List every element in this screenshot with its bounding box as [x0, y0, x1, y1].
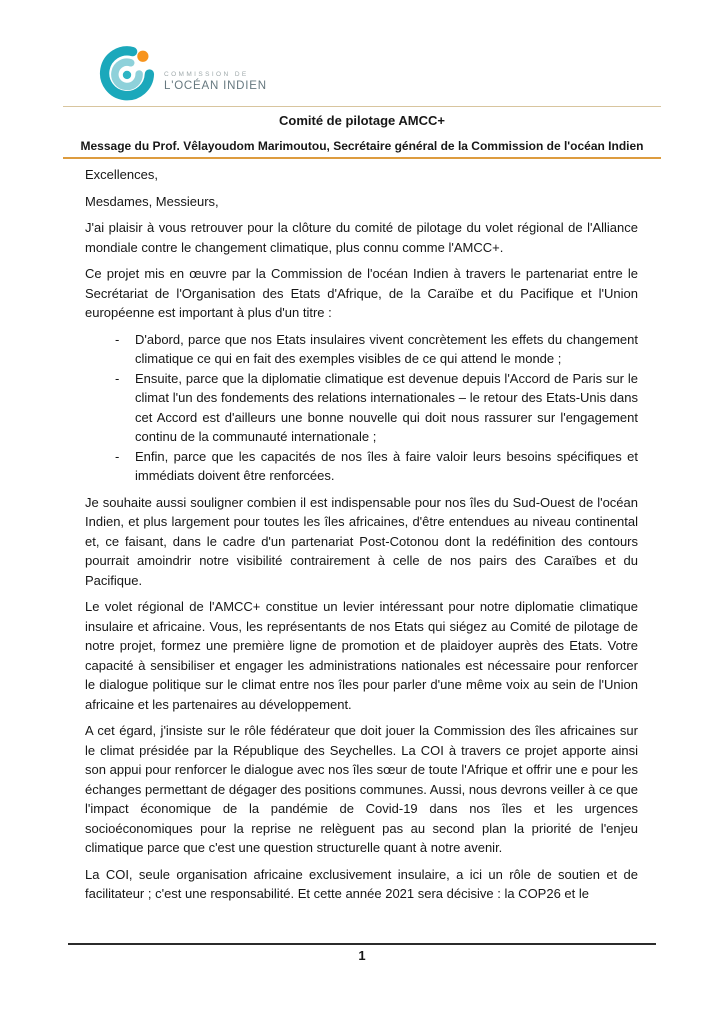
paragraph-intro-cloture: J'ai plaisir à vous retrouver pour la clôture du comité de pilotage du volet régional de l'Alliance mondiale contre le changement climatique, plus connu comme l'AMCC+.	[85, 220, 638, 255]
subtitle-divider-line	[63, 157, 661, 159]
footer-divider-line	[68, 943, 656, 945]
logo-ocean-indien-label: L'OCÉAN INDIEN	[164, 79, 267, 92]
document-subtitle: Message du Prof. Vêlayoudom Marimoutou, Secrétaire général de la Commission de l'océan Indien	[80, 139, 644, 153]
salutation-excellences: Excellences,	[85, 167, 158, 182]
paragraph-role-federateur: A cet égard, j'insiste sur le rôle fédérateur que doit jouer la Commission des îles africaines sur le climat présidée par la République des Seychelles. La COI à travers ce projet apporte ainsi son appui pour renforcer le dialogue avec nos îles sœur de toute l'Afrique et offrir une e pour les échanges permettant de dégager des positions communes. Aussi, nous devrons veiller à ce que l'impact économique de la pandémie de Covid-19 dans nos îles et les urgences socioéconomiques pour la reprise ne relèguent pas au second plan la priorité de l'enjeu climatique parce que c'est une question structurelle quant à notre avenir.	[85, 723, 638, 855]
list-item-ensuite: - Ensuite, parce que la diplomatie climatique est devenue depuis l'Accord de Paris sur le climat l'un des fondements des relations internationales – le retour des Etats-Unis dans cet Accord est d'ailleurs une bonne nouvelle qui doit nous rassurer sur l'engagement continu de la communauté internationale ;	[85, 369, 638, 447]
page-number: 1	[358, 948, 366, 963]
coi-swirl-icon	[99, 46, 155, 102]
paragraph-iles-sud-ouest: Je souhaite aussi souligner combien il est indispensable pour nos îles du Sud-Ouest de l'océan Indien, et plus largement pour toutes les îles africaines, d'être entendues au niveau continental et, ce faisant, dans le cadre d'un partenariat Post-Cotonou dont la redéfinition des contours pourrait amoindrir notre visibilité contrairement à celle de nos pairs des Caraïbes et du Pacifique.	[85, 494, 638, 588]
coi-logo-text	[164, 57, 267, 92]
salutation-mesdames-messieurs: Mesdames, Messieurs,	[85, 193, 219, 209]
reasons-list	[85, 330, 638, 486]
paragraph-coi-soutien: La COI, seule organisation africaine exclusivement insulaire, a ici un rôle de soutien et de facilitateur ; c'est une responsabilité. Et cette année 2021 sera décisive : la COP26 et le	[85, 866, 638, 901]
document-body	[85, 165, 638, 911]
list-item-enfin: - Enfin, parce que les capacités de nos îles à faire valoir leurs besoins spécifiques et immédiats doivent être renforcées.	[85, 447, 638, 486]
document-title: Comité de pilotage AMCC+	[278, 113, 445, 128]
paragraph-projet-partenariat: Ce projet mis en œuvre par la Commission de l'océan Indien à travers le partenariat entre le Secrétariat de l'Organisation des Etats d'Afrique, de la Caraïbe et du Pacifique et l'Union européenne est important à plus d'un titre :	[85, 266, 638, 320]
header-divider-line	[63, 106, 661, 107]
list-item-dabord: - D'abord, parce que nos Etats insulaires vivent concrètement les effets du changement climatique ce qui en fait des exemples visibles de ce qui attend le monde ;	[85, 330, 638, 369]
paragraph-volet-regional: Le volet régional de l'AMCC+ constitue un levier intéressant pour notre diplomatie climatique insulaire et africaine. Vous, les représentants de nos Etats qui siégez au Comité de pilotage de notre projet, formez une première ligne de promotion et de plaidoyer auprès des Etats. Votre capacité à sensibiliser et engager les administrations nationales est nécessaire pour renforcer le dialogue politique sur le climat entre nos îles pour parler d'une même voix au sein de l'Union africaine et les partenaires au développement.	[85, 599, 638, 712]
logo-commission-de-label: COMMISSION DE	[164, 70, 249, 78]
coi-logo	[99, 46, 267, 102]
